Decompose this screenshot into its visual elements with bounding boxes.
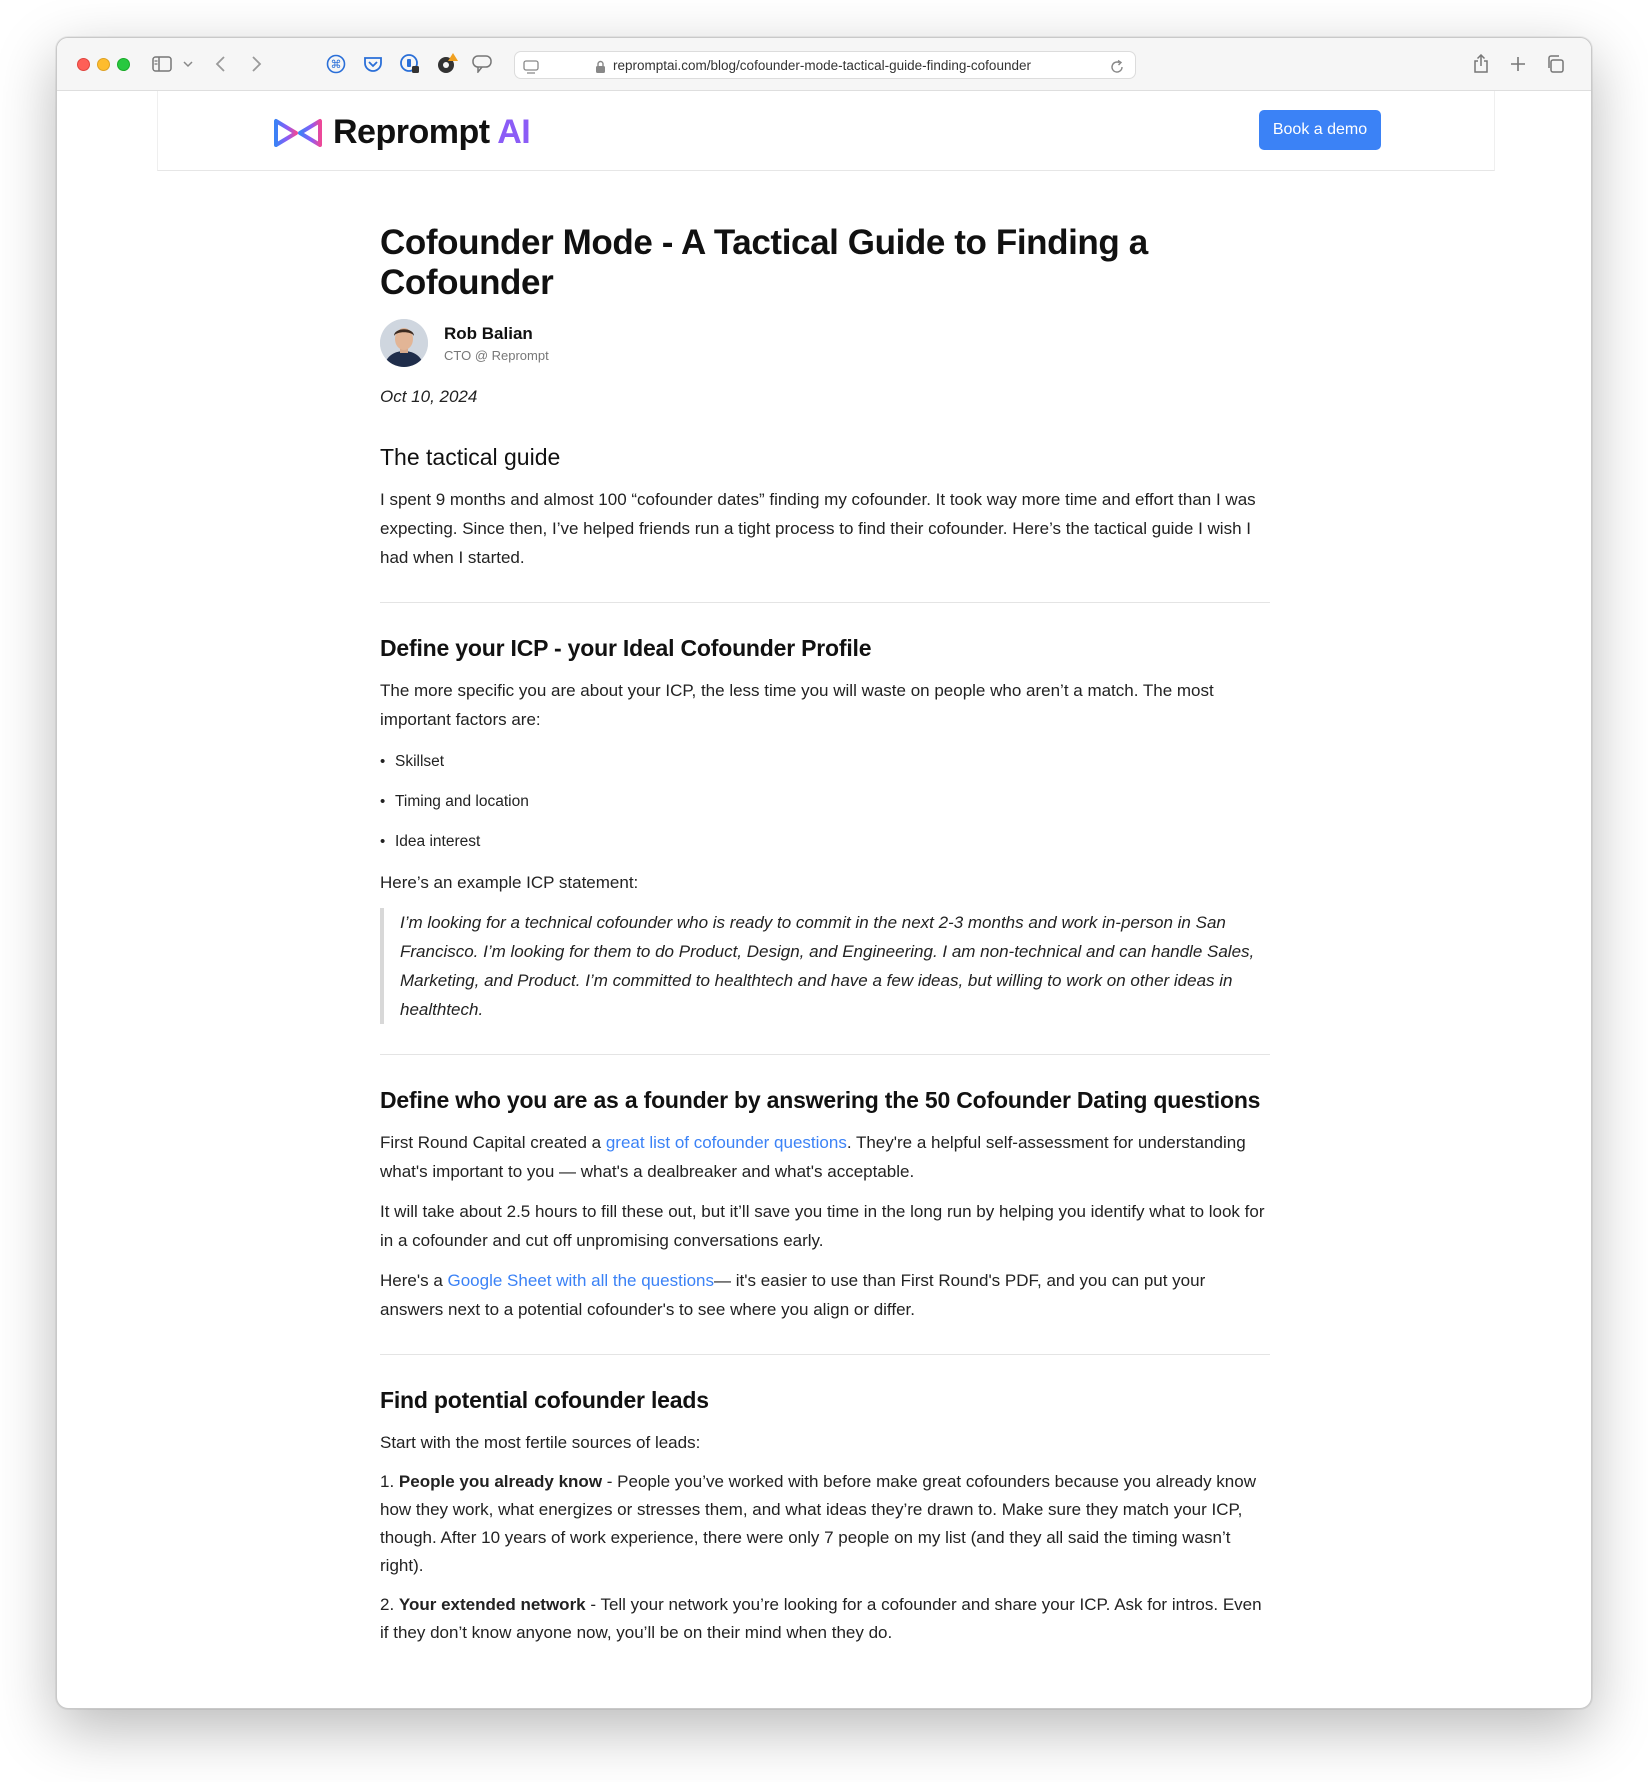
chat-extension-icon[interactable] — [472, 52, 492, 76]
forward-icon[interactable] — [250, 52, 262, 76]
back-icon[interactable] — [215, 52, 227, 76]
leads-intro: Start with the most fertile sources of leads: — [380, 1433, 701, 1452]
zoom-window-button[interactable] — [117, 58, 130, 71]
tab-overview-icon[interactable] — [1546, 52, 1564, 76]
article-title: Cofounder Mode - A Tactical Guide to Finding a Cofounder — [380, 223, 1148, 302]
cofounder-questions-link[interactable]: great list of cofounder questions — [605, 1133, 847, 1152]
author-name: Rob Balian — [444, 324, 533, 343]
questions-heading: Define who you are as a founder by answering the 50 Cofounder Dating questions — [380, 1087, 1261, 1113]
sidebar-toggle-icon[interactable] — [152, 52, 172, 76]
pocket-extension-icon[interactable] — [363, 52, 383, 76]
intro-heading: The tactical guide — [380, 444, 561, 470]
site-header — [157, 91, 1495, 171]
icp-example-quote: I’m looking for a technical cofounder who is ready to commit in the next 2-3 months and work in-person in San Francisco. I’m looking for them to do Product, Design, and Engineering. I am non-technical and can handle Sales, Marketing, and Product. I’m committed to healthtech and have a few ideas, but willing to work on other ideas in healthtech. — [380, 908, 1270, 1024]
reload-icon[interactable] — [1109, 55, 1125, 79]
page-viewport — [71, 91, 1579, 1709]
leads-item-2: 2. Your extended network - Tell your network you’re looking for a cofounder and share your ICP. Ask for intros. Even if they don’t know anyone now, you’ll be on their mind when they do. — [380, 1595, 1262, 1642]
minimize-window-button[interactable] — [97, 58, 110, 71]
reprompt-logo-icon — [273, 117, 323, 149]
leads-heading: Find potential cofounder leads — [380, 1387, 709, 1413]
questions-paragraph-2: It will take about 2.5 hours to fill these out, but it’ll save you time in the long run by helping you identify what to look for in a cofounder and cut off unpromising conversations early. — [380, 1202, 1265, 1250]
author-block — [380, 319, 1270, 367]
lock-icon — [595, 55, 606, 79]
browser-toolbar — [57, 38, 1591, 91]
icp-example-label: Here’s an example ICP statement: — [380, 873, 639, 892]
url-text: repromptai.com/blog/cofounder-mode-tactical-guide-finding-cofounder — [613, 58, 1031, 73]
share-icon[interactable] — [1473, 52, 1489, 76]
page-menu-icon[interactable] — [523, 55, 539, 79]
section-divider — [380, 602, 1270, 603]
icp-paragraph: The more specific you are about your ICP, the less time you will waste on people who aren’t a match. The most important factors are: — [380, 681, 1214, 729]
site-logo[interactable] — [273, 113, 530, 152]
new-tab-icon[interactable] — [1510, 52, 1526, 76]
questions-paragraph-3: Here's a Google Sheet with all the questions— it's easier to use than First Round's PDF, and you can put your answers next to a potential cofounder's to see where you align or differ. — [380, 1271, 1206, 1319]
google-sheet-link[interactable]: Google Sheet with all the questions — [447, 1271, 715, 1290]
icp-heading: Define your ICP - your Ideal Cofounder Profile — [380, 635, 872, 661]
intro-paragraph: I spent 9 months and almost 100 “cofounder dates” finding my cofounder. It took way more time and effort than I was expecting. Since then, I’ve helped friends run a tight process to find their cofounder. Here’s the tactical guide I wish I had when I started. — [380, 490, 1256, 567]
extension-command-icon[interactable] — [326, 52, 346, 76]
browser-window — [56, 37, 1592, 1709]
section-divider — [380, 1354, 1270, 1355]
settings-extension-icon[interactable] — [437, 52, 461, 76]
author-role: CTO @ Reprompt — [444, 348, 549, 363]
section-divider — [380, 1054, 1270, 1055]
list-item: • Skillset — [380, 752, 1270, 792]
leads-item-1: 1. People you already know - People you’ve worked with before make great cofounders because you already know how they work, what energizes or stresses them, and what ideas they’re drawn to. Make sure they match your ICP, though. After 10 years of work experience, there were only 7 people on my list (and they all said the timing wasn’t right). — [380, 1472, 1256, 1575]
blog-article — [380, 223, 1270, 1647]
publish-date: Oct 10, 2024 — [380, 387, 478, 406]
list-item: • Idea interest — [380, 832, 1270, 872]
author-avatar — [380, 319, 428, 367]
svg-text:⌘: ⌘ — [330, 58, 342, 71]
book-demo-button[interactable]: Book a demo — [1259, 110, 1381, 150]
icp-factors-list — [380, 752, 1270, 872]
list-item: • Timing and location — [380, 792, 1270, 832]
chevron-down-icon[interactable] — [183, 52, 193, 76]
close-window-button[interactable] — [77, 58, 90, 71]
questions-paragraph-1: First Round Capital created a great list of cofounder questions. They're a helpful self-assessment for understanding what's important to you — what's a dealbreaker and what's acceptable. — [380, 1133, 1246, 1181]
address-bar[interactable] — [514, 51, 1136, 79]
brand-name: Reprompt AI — [333, 113, 531, 151]
password-extension-icon[interactable] — [399, 52, 421, 76]
